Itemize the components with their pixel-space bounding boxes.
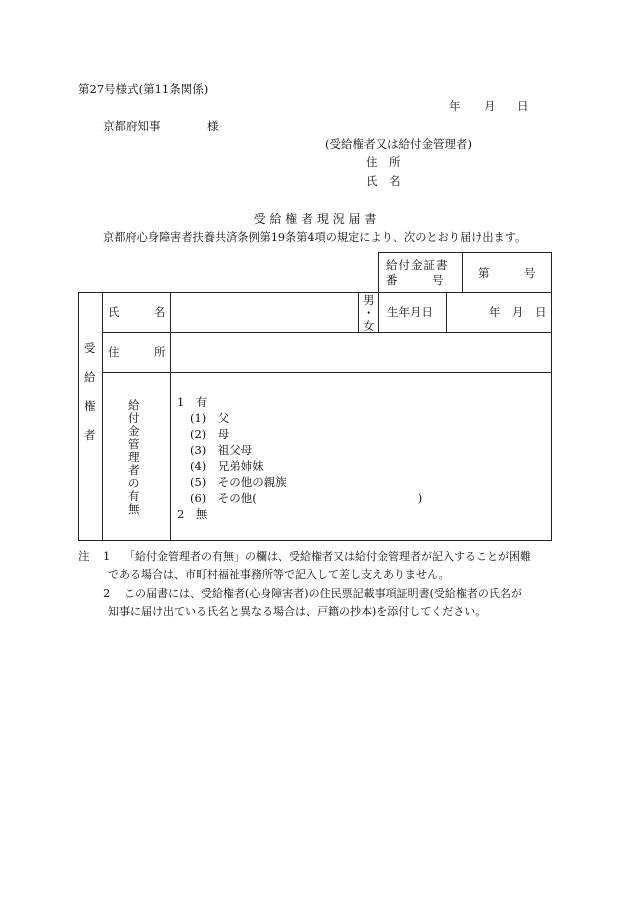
- birth-date-value: 年 月 日: [489, 305, 547, 319]
- note-2-number: 2: [103, 586, 111, 600]
- note-2-line1: この届書には、受給権者(心身障害者)の住民票記載事項証明書(受給権者の氏名が: [124, 587, 522, 600]
- option-grandparent[interactable]: (3) 祖父母: [190, 443, 253, 457]
- cert-label-line2: 番 号: [386, 273, 444, 287]
- address-field[interactable]: [171, 333, 550, 372]
- addressee-sama: 様: [207, 119, 219, 133]
- note-2-line2: 知事に届け出ている氏名と異なる場合は、戸籍の抄本)を添付してください。: [108, 605, 487, 618]
- cert-number-value: 第 号: [478, 266, 536, 280]
- option-father[interactable]: (1) 父: [190, 411, 230, 425]
- form-number: 第27号様式(第11条関係): [78, 82, 209, 96]
- addressee-name: 京都府知事: [103, 119, 161, 133]
- option-other[interactable]: (6) その他( ): [190, 491, 423, 505]
- notes-label: 注: [78, 549, 90, 563]
- option-mother[interactable]: (2) 母: [190, 427, 230, 441]
- option-sibling[interactable]: (4) 兄弟姉妹: [190, 459, 264, 473]
- birth-date-label: 生年月日: [387, 305, 433, 319]
- side-label-recipient: 受 給 権 者: [84, 341, 96, 442]
- applicant-caption: (受給権者又は給付金管理者): [325, 137, 472, 151]
- note-1-number: 1: [103, 549, 111, 563]
- intro-text: 京都府心身障害者扶養共済条例第19条第4項の規定により、次のとおり届け出ます。: [103, 231, 527, 244]
- applicant-address-label: 住 所: [366, 155, 401, 169]
- document-title: 受 給 権 者 現 況 届 書: [253, 212, 377, 226]
- note-1-line1: 「給付金管理者の有無」の欄は、受給権者又は給付金管理者が記入することが困難: [124, 550, 531, 563]
- note-1-line2: である場合は、市町村福祉事務所等で記入して差し支えありません。: [108, 568, 450, 581]
- name-field[interactable]: [171, 293, 357, 332]
- date-day: 日: [517, 99, 529, 113]
- address-label: 住 所: [108, 345, 166, 359]
- applicant-name-label: 氏 名: [366, 174, 401, 188]
- date-year: 年: [449, 99, 461, 113]
- name-label: 氏 名: [108, 305, 166, 319]
- option-other-relative[interactable]: (5) その他の親族: [190, 475, 287, 489]
- option-no[interactable]: 2 無: [177, 507, 208, 521]
- cert-label-line1: 給付金証書: [386, 258, 449, 272]
- gender-label[interactable]: 男 ・ 女: [363, 293, 375, 333]
- date-month: 月: [484, 99, 496, 113]
- option-yes[interactable]: 1 有: [177, 395, 208, 409]
- manager-label: 給 付 金 管 理 者 の 有 無: [128, 398, 140, 516]
